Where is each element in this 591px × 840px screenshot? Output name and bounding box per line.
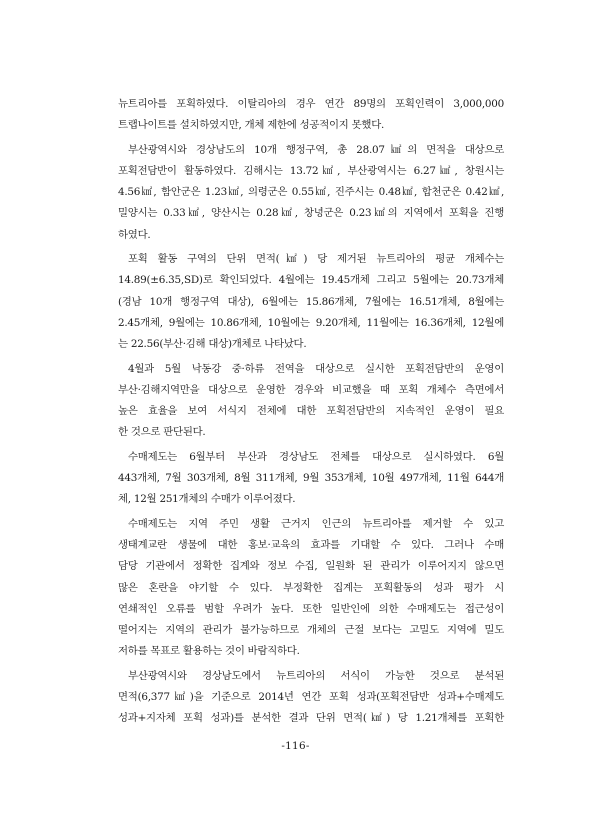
text-line: 면적(6,377㎢)을 기준으로 2014년 연간 포획 성과(포획전담반 성과+수매제도 — [118, 691, 504, 704]
paragraph-6 — [118, 514, 504, 663]
text-line: 밀양시는 0.33㎢, 양산시는 0.28㎢, 창녕군은 0.23㎢의 지역에서 포획을 진행 — [118, 207, 504, 220]
text-line: 부산광역시와 경상남도에서 뉴트리아의 서식이 가능한 것으로 분석된 — [128, 669, 504, 682]
text-line: 생태계교란 생물에 대한 홍보·교육의 효과를 기대할 수 있다. 그러나 수매 — [118, 538, 504, 551]
text-line: 수매제도는 6월부터 부산과 경상남도 전체를 대상으로 실시하였다. 6월 — [128, 450, 504, 463]
text-line: 수매제도는 지역 주민 생활 근거지 인근의 뉴트리아를 제거할 수 있고 — [128, 517, 504, 530]
text-line: 한 것으로 판단된다. — [118, 426, 206, 439]
text-line: 연쇄적인 오류를 범할 우려가 높다. 또한 일반인에 의한 수매제도는 접근성이 — [118, 602, 504, 615]
text-line: 443개체, 7월 303개체, 8월 311개체, 9월 353개체, 10월 497개체, 11월 644개 — [118, 472, 504, 485]
text-line: 14.89(±6.35,SD)로 확인되었다. 4월에는 19.45개체 그리고 5월에는 20.73개체 — [118, 274, 504, 287]
text-line: 부산광역시와 경상남도의 10개 행정구역, 총 28.07㎢의 면적을 대상으로 — [128, 143, 504, 156]
paragraph-5 — [118, 447, 504, 511]
text-line: 많은 혼란을 야기할 수 있다. 부정확한 집계는 포획활동의 성과 평가 시 — [118, 581, 504, 594]
text-line: 부산·김해지역만을 대상으로 운영한 경우와 비교했을 때 포획 개체수 측면에서 — [118, 383, 504, 396]
paragraph-7 — [118, 666, 504, 730]
paragraph-4 — [118, 359, 504, 444]
text-line: 높은 효율을 보여 서식지 전체에 대한 포획전담반의 지속적인 운영이 필요 — [118, 405, 504, 418]
text-line: 4월과 5월 낙동강 중·하류 전역을 대상으로 실시한 포획전담반의 운영이 — [128, 362, 504, 375]
paragraph-2 — [118, 140, 504, 246]
text-line: 성과+지자체 포획 성과)를 분석한 결과 단위 면적(㎢) 당 1.21개체를 포획한 — [118, 712, 504, 725]
body-text — [118, 94, 504, 733]
text-line: 포획전담반이 활동하였다. 김해시는 13.72㎢, 부산광역시는 6.27㎢, 창원시는 — [118, 164, 504, 177]
text-line: 떨어지는 지역의 관리가 불가능하므로 개체의 근절 보다는 고밀도 지역에 밀도 — [118, 624, 504, 637]
text-line: 담당 기관에서 정확한 집계와 정보 수집, 일원화 된 관리가 이루어지지 않으면 — [118, 560, 504, 573]
text-line: 뉴트리아를 포획하였다. 이탈리아의 경우 연간 89명의 포획인력이 3,000,000 — [118, 98, 504, 110]
page-number: -116- — [281, 740, 310, 752]
text-line: 저하를 목표로 활용하는 것이 바람직하다. — [118, 645, 300, 658]
paragraph-1 — [118, 94, 504, 137]
text-line: 체, 12월 251개체의 수매가 이루어졌다. — [118, 493, 296, 506]
text-line: 하였다. — [118, 228, 151, 241]
text-line: (경남 10개 행정구역 대상), 6월에는 15.86개체, 7월에는 16.51개체, 8월에는 — [118, 295, 504, 308]
paragraph-3 — [118, 249, 504, 355]
text-line: 는 22.56(부산·김해 대상)개체로 나타났다. — [118, 338, 307, 351]
text-line: 2.45개체, 9월에는 10.86개체, 10월에는 9.20개체, 11월에는 16.36개체, 12월에 — [118, 316, 504, 329]
text-line: 트랩나이트를 설치하였지만, 개체 제한에 성공적이지 못했다. — [118, 119, 385, 132]
text-line: 4.56㎢, 함안군은 1.23㎢, 의령군은 0.55㎢, 진주시는 0.48㎢, 합천군은 0.42㎢, — [118, 186, 504, 199]
text-line: 포획 활동 구역의 단위 면적(㎢) 당 제거된 뉴트리아의 평균 개체수는 — [128, 253, 504, 266]
